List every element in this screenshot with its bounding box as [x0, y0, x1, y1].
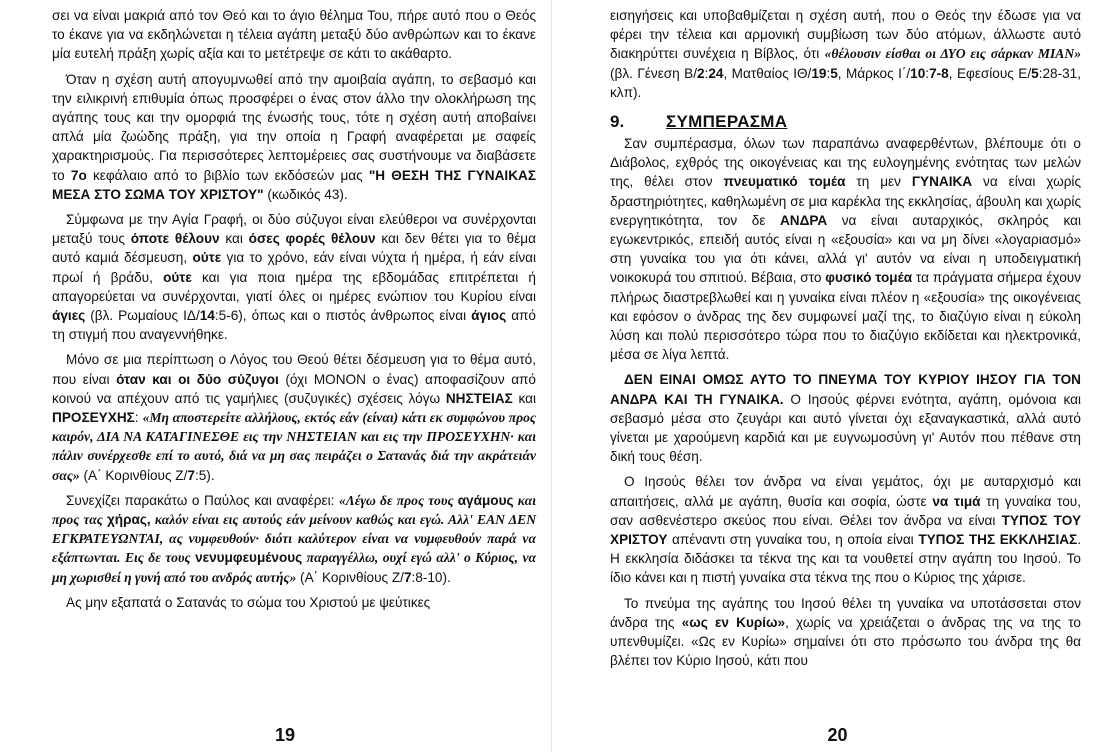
text-run: Ο Ιησούς φέρνει ενότητα, αγάπη, ομόνοια και σεβασμό μέσα στο ζευγάρι και αυτό γίνεται όχι εξαναγκαστικά, αλλά αυτό γίνεται με χαρούμενη καρδιά και με ευγνωμοσύνη γι' Αυτόν που πέθανε στη δική τους θέση. [610, 391, 1081, 465]
paragraph [52, 6, 536, 64]
page-number: 19 [274, 725, 296, 745]
text-run: Μόνο σε μια περίπτωση ο Λόγος του Θεού θέτει δέσμευση για το θέμα αυτό, που είναι [52, 352, 536, 387]
scripture-quote: και προς τας [52, 492, 536, 528]
text-run: να είναι αυταρχικός, σκληρός και εγωκεντρικός, επειδή αυτός είναι η «εξουσία» και να μη δίνει «λογαριασμό» στη γυναίκα του για ότι κάνει, αλλά γι' αυτόν να είναι η υποδειγματική νοικοκυρά του σπιτιού. Βέβαια, στο [610, 212, 1081, 286]
text-run: : [704, 65, 709, 81]
bold-text: 7ο [70, 167, 87, 183]
paragraph [52, 491, 536, 587]
bold-text: ΑΝΔΡΑ [779, 212, 828, 228]
bold-text: 24 [708, 65, 724, 81]
bold-text: χήρας, [106, 512, 151, 528]
bold-text: ΝΗΣΤΕΙΑΣ [445, 390, 513, 406]
page-number: 20 [827, 725, 848, 745]
text-run: , Ματθαίος ΙΘ/ [723, 65, 812, 81]
bold-text: 10 [910, 65, 926, 81]
text-run: (Α΄ Κορινθίους Ζ/ [296, 569, 404, 585]
bold-text: 2 [696, 65, 705, 81]
paragraph [610, 594, 1081, 671]
text-run: Όταν η σχέση αυτή απογυμνωθεί από την αμοιβαία αγάπη, το σεβασμό και την ειλικρινή επιθυμία όπως προσφέρει ο ένας στον άλλο την ολοκλήρωση της αγάπης τους και την ομορφιά της ένωσής τους, τότε η σχέση αυτή αποβαίνει απλά μία ζωώδης πράξη, για την οποία η Γραφή αναφέρεται με σαφείς χαρακτηρισμούς. Για περισσότερες λεπτομέρειες σας συστήνουμε να διαβάσετε το [52, 71, 536, 183]
text-run: , χωρίς να χρειάζεται ο άνδρας της να της το υπενθυμίζει. «Ως εν Κυρίω» σημαίνει ότι στο πρόσωπο του άνδρα της θα βλέπει τον Κύριο Ιησού, κάτι που [610, 614, 1081, 669]
text-run: (βλ. Γένεση Β/ [610, 65, 697, 81]
bold-text: πνευματικό τομέα [723, 174, 846, 190]
text-run: τη γυναίκα του, σαν ασθενέστερο σκεύος που είναι. Θέλει τον άνδρα να είναι [610, 493, 1081, 528]
paragraph [52, 350, 536, 484]
bold-text: άγιος [471, 308, 507, 324]
bold-text: ούτε [163, 269, 192, 285]
section-number: 9. [610, 112, 625, 132]
text-run: και [219, 231, 249, 247]
bold-text: 14 [199, 308, 215, 324]
text-run: τη μεν [845, 174, 912, 190]
bold-text: «ως εν Κυρίω» [681, 614, 786, 630]
paragraph [610, 134, 1081, 364]
bold-text: να τιμά [932, 493, 981, 509]
text-run: (Α΄ Κορινθίους Ζ/ [79, 467, 188, 483]
text-run: απέναντι στη γυναίκα του, η οποία είναι [667, 532, 919, 548]
text-run: Ο Ιησούς θέλει τον άνδρα να είναι γεμάτος, όχι με αυταρχισμό και απαιτήσεις, αλλά με αγάπη, θυσία και σοφία, ώστε [610, 474, 1081, 509]
text-run: (όχι ΜΟΝΟΝ ο ένας) αποφασίζουν από κοινού να απέχουν από τις γαμήλιες (συζυγικές) σχέσεις λόγω [52, 371, 536, 406]
text-run: (κωδικός 43). [263, 186, 348, 202]
paragraph-text: σει να είναι μακριά από τον Θεό και το άγιο θέλημα Του, πήρε αυτό που ο Θεός το έκανε για να εκδηλώνεται η τέλεια αγάπη μεταξύ δύο ανθρώπων και το έκανε μία ευτελή πράξη χωρίς αξία και το μετέτρεψε σε κάτι το ακάθαρτο. [52, 8, 536, 62]
text-run: κεφάλαιο από το βιβλίο των εκδόσεών μας [86, 167, 369, 183]
text-run: : [134, 410, 143, 426]
paragraph [52, 70, 536, 204]
text-run: :5). [194, 467, 215, 483]
text-run: (βλ. Ρωμαίους ΙΔ/ [85, 308, 200, 324]
text-run: Ας μην εξαπατά ο Σατανάς το σώμα του Χριστού με ψεύτικες [66, 594, 431, 610]
scripture-quote: «Λέγω δε προς τους [338, 492, 458, 508]
text-run: εισηγήσεις και υποβαθμίζεται η σχέση αυτή, που ο Θεός την έδωσε για να φέρει την τέλεια και αρμονική συμβίωση των δύο ατόμων, άλλωστε αυτό διακηρύττει συνέχεια η Βίβλος, ότι [610, 8, 1081, 62]
text-run: :28-31, κλπ). [610, 65, 1082, 100]
text-run: :8-10). [411, 569, 451, 585]
text-run: να είναι χωρίς δραστηριότητες, καθηλωμένη σε μια καρέκλα της εκκλησίας, άβουλη και χωρίς ενεργητικότητα, τον δε [610, 174, 1082, 228]
bold-text: όποτε θέλουν [130, 231, 220, 247]
right-page [552, 0, 1103, 752]
text-run: και δεν θέτει για το θέμα αυτό καμιά δέσμευση, [52, 231, 536, 266]
text-run: Συνεχίζει παρακάτω ο Παύλος και αναφέρει: [66, 492, 339, 508]
paragraph [610, 472, 1081, 587]
text-run: , Εφεσίους Ε/ [948, 65, 1032, 81]
scripture-quote: «θέλουσιν είσθαι οι ΔΥΟ εις σάρκαν ΜΙΑΝ» [824, 46, 1081, 62]
section-title: ΣΥΜΠΕΡΑΣΜΑ [666, 112, 788, 132]
text-run: Σαν συμπέρασμα, όλων των παραπάνω αναφερθέντων, βλέπουμε ότι ο Διάβολος, εχθρός της οικογένειας και της ευλογημένης ενότητας των μελών της, θέλει στον [610, 136, 1081, 190]
bold-text: 7 [187, 467, 195, 483]
bold-text: 7 [403, 569, 412, 585]
bold-text: ΠΡΟΣΕΥΧΗΣ [52, 410, 135, 426]
bold-text: άγιες [52, 308, 86, 324]
bold-text: όσες φορές θέλουν [248, 231, 376, 247]
text-run: τα πράγματα σήμερα έχουν πλήρως διαστρεβλωθεί και η γυναίκα είναι πλέον η «εξουσία» της οικογένειας και εφόσον ο άνδρας της δεν συμφωνεί μαζί της, το διαζύγιο είναι η εύκολη λύση και πολύ περισσότερο τώρα που το διαζύγιο εκδίδεται και ηλεκτρονικά, μέσα σε λίγα λεπτά. [610, 270, 1081, 363]
section-heading [610, 112, 1081, 132]
paragraph [610, 370, 1081, 466]
text-run: :5-6), όπως και ο πιστός άνθρωπος είναι [214, 308, 472, 324]
bold-text: ΓΥΝΑΙΚΑ [911, 174, 973, 190]
bold-text: φυσικό τομέα [825, 270, 913, 286]
text-run: και [512, 390, 536, 406]
bold-text: 19 [811, 65, 827, 81]
scripture-quote: παραγγέλλω, ουχί εγώ αλλ' ο Κύριος, να μη χωρισθεί η γυνή από του ανδρός αυτής» [52, 550, 536, 585]
text-run: Σύμφωνα με την Αγία Γραφή, οι δύο σύζυγοι είναι ελεύθεροι να συνέρχονται μεταξύ τους [52, 212, 536, 247]
text-run: : [826, 65, 831, 81]
bold-text: ΤΥΠΟΣ ΤΟΥ ΧΡΙΣΤΟΥ [610, 512, 1082, 548]
text-run: Το πνεύμα της αγάπης του Ιησού θέλει τη γυναίκα να υποτάσσεται στον άνδρα της [610, 595, 1081, 630]
text-run: και για ποια ημέρα της εβδομάδας επιτρέπεται ή απαγορεύεται να συνέρχονται, γιατί όλες οι ημέρες ενώπιον του Κυρίου είναι [52, 269, 536, 304]
bold-text: αγάμους [457, 492, 514, 508]
text-run: για το χρόνο, εάν είναι νύχτα ή ημέρα, ή εάν είναι πρωί ή βράδυ, [52, 250, 537, 285]
bold-text: 7-8 [929, 65, 949, 81]
text-run: από τη στιγμή που αναγεννήθηκε. [52, 308, 536, 343]
bold-text: 5 [1031, 65, 1039, 81]
text-run: : [925, 65, 930, 81]
bold-text: ΔΕΝ ΕΙΝΑΙ ΟΜΩΣ ΑΥΤΟ ΤΟ ΠΝΕΥΜΑ ΤΟΥ ΚΥΡΙΟΥ ΙΗΣΟΥ ΓΙΑ ΤΟΝ ΑΝΔΡΑ ΚΑΙ ΤΗ ΓΥΝΑΙΚΑ. [610, 372, 1081, 407]
paragraph [52, 210, 536, 344]
text-run: , Μάρκος Ι΄/ [837, 65, 911, 81]
scripture-quote: καλόν είναι εις αυτούς εάν μείνουν καθώς και εγώ. Αλλ' ΕΑΝ ΔΕΝ ΕΓΚΡΑΤΕΥΩΝΤΑΙ, ας νυμφευθούν· διότι καλύτερον είναι να νυμφευθούν παρά να εξάπτωνται. Εις δε τους [52, 512, 537, 566]
bold-text: 5 [830, 65, 838, 81]
bold-text: όταν και οι δύο σύζυγοι [116, 371, 279, 387]
text-run: . Η εκκλησία διδάσκει τα τέκνα της και τα νουθετεί στην αγάπη του Ιησού. Το ίδιο κάνει και η πιστή γυναίκα στα τέκνα της που ο Κύριος της χάρισε. [610, 532, 1081, 586]
bold-text: νενυμφευμένους [195, 550, 303, 566]
bold-text: ούτε [192, 250, 222, 266]
paragraph [52, 593, 536, 612]
book-title: "Η ΘΕΣΗ ΤΗΣ ΓΥΝΑΙΚΑΣ ΜΕΣΑ ΣΤΟ ΣΩΜΑ ΤΟΥ ΧΡΙΣΤΟΥ" [52, 167, 536, 202]
bold-text: ΤΥΠΟΣ ΤΗΣ ΕΚΚΛΗΣΙΑΣ [918, 532, 1078, 548]
scripture-quote: «Μη αποστερείτε αλλήλους, εκτός εάν (είναι) κάτι εκ συμφώνου προς καιρόν, ΔΙΑ ΝΑ ΚΑΤΑΓΙΝΕΣΘΕ εις την ΝΗΣΤΕΙΑΝ και εις την ΠΡΟΣΕΥΧΗΝ· και πάλιν συνέρχεσθε επί το αυτό, διά να μη σας πειράζει ο Σατανάς διά την ακράτειάν σας» [52, 410, 536, 483]
paragraph [610, 6, 1081, 102]
